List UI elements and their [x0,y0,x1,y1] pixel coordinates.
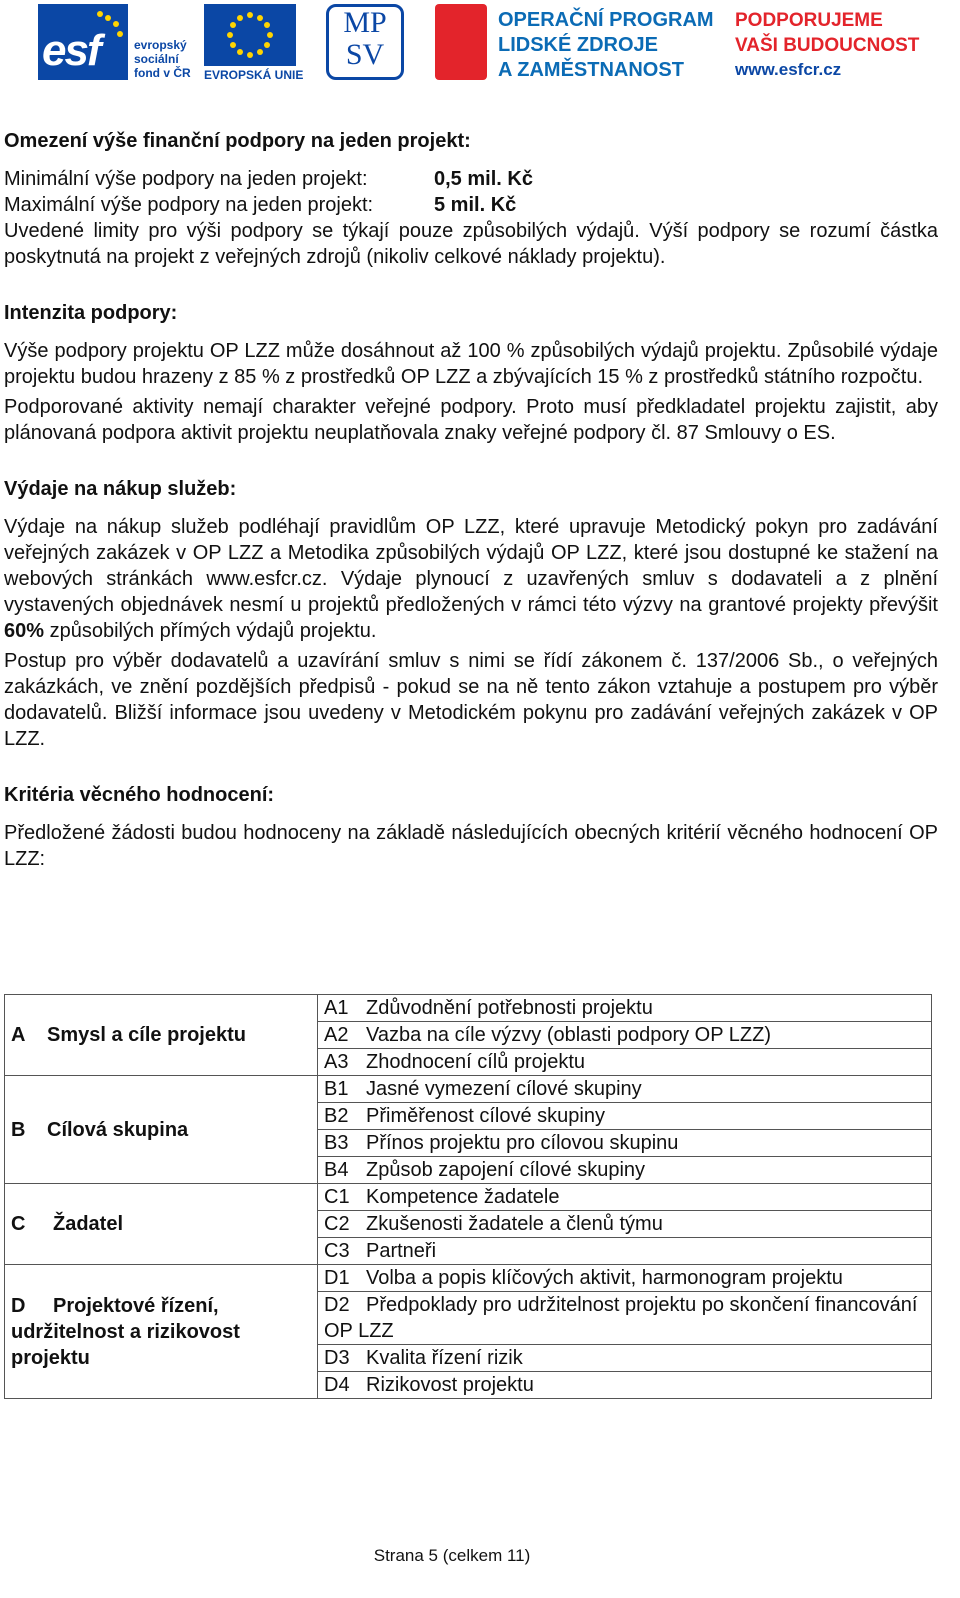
podporujeme-text: PODPORUJEME VAŠI BUDOUCNOST [735,10,920,56]
criteria-group-d: D Projektové řízení, udržitelnost a rizikovost projektu [5,1265,318,1399]
mpsv-logo: MP SV [326,4,404,80]
esfcr-web-text: www.esfcr.cz [735,60,842,79]
eu-flag-logo [204,4,296,66]
max-support-row: Maximální výše podpory na jeden projekt: 5 mil. Kč [4,194,517,216]
header-logos [0,0,960,90]
criteria-item: C3 Partneři [318,1238,932,1265]
page-number: Strana 5 (celkem 11) [373,1546,531,1565]
criteria-item: D3 Kvalita řízení rizik [318,1345,932,1372]
criteria-item: B1 Jasné vymezení cílové skupiny [318,1076,932,1103]
criteria-group-a: A Smysl a cíle projektu [5,995,318,1076]
criteria-item: C1 Kompetence žadatele [318,1184,932,1211]
criteria-item: B4 Způsob zapojení cílové skupiny [318,1157,932,1184]
section-heading-criteria: Kritéria věcného hodnocení: [4,784,275,806]
criteria-group-b: B Cílová skupina [5,1076,318,1184]
criteria-item: A3 Zhodnocení cílů projektu [318,1049,932,1076]
op-program-text: OPERAČNÍ PROGRAM LIDSKÉ ZDROJE A ZAMĚSTNANOST [498,9,714,81]
min-support-row: Minimální výše podpory na jeden projekt: 0,5 mil. Kč [4,168,533,190]
criteria-table [4,994,932,1399]
criteria-item: A2 Vazba na cíle výzvy (oblasti podpory OP LZZ) [318,1022,932,1049]
services-paragraph-2: Postup pro výběr dodavatelů a uzavírání smluv s nimi se řídí zákonem č. 137/2006 Sb., o veřejných zakázkách, ve znění pozdějších předpisů - pokud se na ně tento zákon vztahuje a postupem pro výběr dodavatelů. Bližší informace jsou uvedeny v Metodickém pokynu pro zadávání veřejných zakázek v OP LZZ. [4,650,938,750]
intensity-paragraph-2: Podporované aktivity nemají charakter veřejné podpory. Proto musí předkladatel projektu zajistit, aby plánovaná podpora aktivit projektu neuplatňovala znaky veřejné podpory čl. 87 Smlouvy o ES. [4,396,938,444]
criteria-item: B3 Přínos projektu pro cílovou skupinu [318,1130,932,1157]
op-puzzle-icon [435,4,487,80]
esf-letters: esf [42,26,100,75]
section-heading-limits: Omezení výše finanční podpory na jeden projekt: [4,130,471,152]
criteria-item: D2 Předpoklady pro udržitelnost projektu po skončení financování OP LZZ [318,1292,932,1345]
table-row [5,1265,932,1292]
eu-text: EVROPSKÁ UNIE [204,68,304,82]
table-row [5,1076,932,1103]
table-row [5,995,932,1022]
services-paragraph-1: Výdaje na nákup služeb podléhají pravidlům OP LZZ, které upravuje Metodický pokyn pro zadávání veřejných zakázek v OP LZZ a Metodika způsobilých výdajů OP LZZ, které jsou dostupné ke stažení na webových stránkách www.esfcr.cz. Výdaje plynoucí z uzavřených smluv s dodavateli a z plnění vystavených objednávek nesmí u projektů předložených v rámci této výzvy na grantové projekty převýšit 60% způsobilých přímých výdajů projektu. [4,516,938,642]
section-heading-services: Výdaje na nákup služeb: [4,478,237,500]
criteria-intro: Předložené žádosti budou hodnoceny na základě následujících obecných kritérií věcného hodnocení OP LZZ: [4,822,938,870]
limits-note: Uvedené limity pro výši podpory se týkají pouze způsobilých výdajů. Výší podpory se rozumí částka poskytnutá na projekt z veřejných zdrojů (nikoliv celkové náklady projektu). [4,220,938,268]
table-row [5,1184,932,1211]
criteria-item: D4 Rizikovost projektu [318,1372,932,1399]
esf-text: evropský sociální fond v ČR [134,38,191,80]
criteria-item: D1 Volba a popis klíčových aktivit, harmonogram projektu [318,1265,932,1292]
intensity-paragraph-1: Výše podpory projektu OP LZZ může dosáhnout až 100 % způsobilých výdajů projektu. Způsobilé výdaje projektu budou hrazeny z 85 % z prostředků OP LZZ a zbývajících 15 % z prostředků státního rozpočtu. [4,340,938,388]
eu-stars-icon [204,4,296,66]
document-body [4,128,938,872]
criteria-group-c: C Žadatel [5,1184,318,1265]
criteria-item: C2 Zkušenosti žadatele a členů týmu [318,1211,932,1238]
criteria-item: B2 Přiměřenost cílové skupiny [318,1103,932,1130]
section-heading-intensity: Intenzita podpory: [4,302,178,324]
esf-logo [38,4,128,80]
criteria-item: A1 Zdůvodnění potřebnosti projektu [318,995,932,1022]
